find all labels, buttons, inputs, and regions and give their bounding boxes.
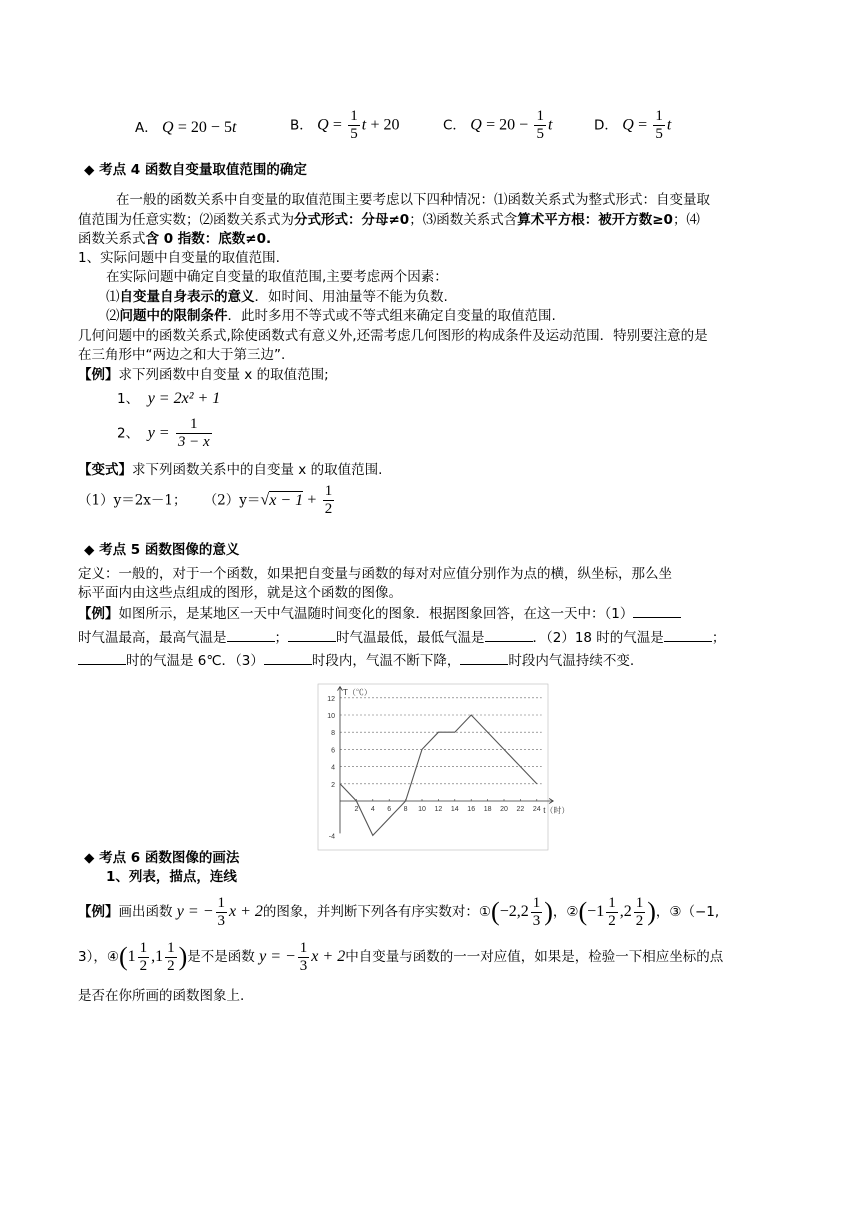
text: 时的气温是 6℃．（3）: [126, 653, 264, 669]
y-tick-label: 10: [327, 713, 335, 720]
temperature-chart: [318, 684, 570, 850]
kp5-example-line3: [78, 651, 634, 670]
plus-sign: +: [307, 491, 317, 509]
math-expression: y =: [147, 424, 170, 442]
option-b-var: t: [361, 116, 367, 134]
paren-open: (: [118, 942, 128, 971]
y-tick-label: -4: [328, 833, 335, 841]
text: 时气温最高，最高气温是: [78, 630, 227, 646]
option-b-eq: =: [332, 116, 342, 134]
fraction-numerator: 1: [217, 894, 225, 911]
y-tick-label: 4: [331, 764, 335, 772]
chart-ylabel: T（℃）: [343, 688, 372, 697]
fraction-numerator: 1: [635, 894, 644, 911]
answer-blank[interactable]: [664, 628, 712, 642]
y-tick-label: 8: [331, 730, 335, 738]
text: 是不是函数: [187, 949, 255, 965]
x-tick-label: 8: [403, 806, 408, 813]
variant-item-1: （1）y＝2x－1；: [78, 492, 187, 509]
answer-blank[interactable]: [485, 628, 533, 642]
text: 函数关系式: [78, 231, 146, 247]
chart-grid: [340, 698, 542, 784]
fraction-numerator: 1: [536, 108, 544, 124]
fraction-numerator: 1: [608, 894, 616, 911]
chart-frame: [318, 684, 548, 850]
function-lhs: y = −: [259, 948, 296, 965]
x-tick-label: 12: [434, 806, 443, 813]
text: 时段内，气温不断下降，: [311, 653, 461, 669]
answer-blank[interactable]: [460, 651, 508, 665]
function-rhs: x + 2: [229, 903, 263, 920]
fraction-denominator: 2: [139, 957, 148, 974]
text: ；⑷: [672, 212, 700, 228]
text: 如图所示，是某地区一天中气温随时间变化的图象．根据图象回答，在这一天中：（1）: [118, 606, 634, 622]
fraction-numerator: 1: [139, 939, 148, 956]
bold-text: 含 0 指数：底数≠0.: [145, 231, 272, 247]
answer-blank[interactable]: [264, 651, 312, 665]
option-c-fraction: [534, 108, 546, 143]
math-expression: y = 2x² + 1: [147, 390, 221, 407]
fraction-numerator: 1: [176, 416, 212, 434]
option-b: [290, 108, 400, 143]
fraction-denominator: 2: [167, 957, 175, 974]
paren-close: ): [647, 897, 656, 926]
sqrt-symbol: √: [260, 491, 270, 509]
kp4-geo-line1: 几何问题中的函数关系式,除使函数式有意义外,还需考虑几何图形的构成条件及运动范围．特别要注意的是: [78, 328, 708, 344]
fraction-denominator: 3 − x: [177, 434, 210, 450]
bold-text: 算术平方根：被开方数≥0: [517, 212, 673, 228]
temperature-series-line: [340, 715, 537, 835]
kp6-subheading: 1、列表，描点，连线: [106, 869, 237, 885]
option-c-var: t: [547, 116, 553, 134]
text: 的图象，并判断下列各有序实数对：①: [262, 904, 492, 920]
option-d-lhs: Q: [622, 116, 634, 134]
example-tag: 【例】: [78, 606, 119, 622]
kp4-item1: 1、实际问题中自变量的取值范围.: [78, 250, 280, 266]
option-d-eq: =: [638, 116, 648, 134]
answer-blank[interactable]: [227, 628, 275, 642]
bold-text: 分式形式：分母≠0: [294, 212, 410, 228]
y-tick-label: 12: [327, 695, 335, 703]
x-tick-label: 14: [450, 806, 459, 813]
item-number: 2、: [117, 425, 140, 442]
text: ．如时间、用油量等不能为负数.: [254, 289, 448, 305]
x-tick-label: 2: [354, 806, 359, 813]
fraction-denominator: 3: [532, 912, 541, 929]
fraction-numerator: 1: [655, 108, 663, 124]
text: ⑴: [106, 289, 120, 305]
math-fraction: [165, 940, 177, 975]
option-c-rhs: = 20 −: [486, 116, 529, 134]
option-d: [594, 108, 671, 143]
pair-1-value: −2,2: [499, 903, 529, 920]
kp4-example-1: [117, 390, 220, 408]
function-lhs: y = −: [176, 903, 214, 920]
text: ．（2）18 时的气温是: [532, 630, 664, 646]
text: ；: [274, 630, 288, 646]
math-fraction: [323, 483, 335, 518]
answer-blank[interactable]: [78, 651, 126, 665]
kp4-para-line3: [78, 230, 271, 248]
text: 3），④: [78, 949, 119, 965]
option-b-lhs: Q: [317, 116, 329, 134]
fraction-denominator: 2: [635, 912, 644, 929]
fraction-numerator: 1: [324, 483, 333, 499]
text: ，②: [552, 904, 579, 920]
fraction-denominator: 3: [299, 957, 308, 974]
y-tick-label: 6: [331, 747, 335, 755]
text: 求下列函数关系中的自变量 x 的取值范围.: [132, 462, 383, 478]
text: ⑵: [106, 308, 120, 324]
kp4-heading: ◆ 考点 4 函数自变量取值范围的确定: [84, 162, 307, 178]
option-c-label: C．: [443, 117, 466, 134]
sqrt-radicand: x − 1: [269, 491, 304, 509]
pair-4-value: 1: [127, 948, 136, 965]
variant-item-2: （2）y＝: [203, 492, 261, 509]
kp4-geo-line2: 在三角形中“两边之和大于第三边”.: [78, 347, 286, 363]
option-d-fraction: [653, 108, 665, 143]
kp4-item1-intro: 在实际问题中确定自变量的取值范围,主要考虑两个因素：: [106, 269, 448, 285]
paren-close: ): [178, 942, 188, 971]
item-number: 1、: [117, 391, 140, 407]
kp5-def-line1: 定义：一般的，对于一个函数，如果把自变量与函数的每对对应值分别作为点的横，纵坐标，那么坐: [78, 566, 672, 582]
option-a-label: A．: [135, 120, 158, 136]
paren-close: ): [544, 897, 553, 926]
y-tick-label: 2: [331, 781, 335, 789]
example-tag: 【例】: [78, 367, 119, 383]
answer-blank[interactable]: [288, 628, 336, 642]
kp6-example-line3: 是否在你所画的函数图象上.: [78, 988, 245, 1004]
pair-4-value: ,1: [151, 948, 164, 965]
kp4-para-line2: [78, 211, 700, 229]
fraction-denominator: 3: [217, 912, 225, 929]
option-b-rhs: + 20: [370, 116, 400, 134]
kp6-example-line1: [78, 892, 719, 932]
answer-blank[interactable]: [633, 604, 681, 618]
kp4-para-line1: 在一般的函数关系中自变量的取值范围主要考虑以下四种情况：⑴函数关系式为整式形式：自变量取: [116, 192, 710, 208]
chart-ticks: [327, 696, 541, 841]
kp4-factor2: [106, 307, 556, 325]
math-fraction: [298, 940, 310, 975]
x-tick-label: 24: [532, 806, 541, 813]
fraction-denominator: 5: [536, 126, 544, 142]
option-a: [135, 116, 236, 137]
option-b-label: B．: [290, 117, 313, 134]
fraction-numerator: 1: [532, 894, 541, 911]
x-tick-label: 18: [483, 806, 492, 813]
variant-tag: 【变式】: [78, 462, 132, 478]
x-tick-label: 6: [387, 806, 392, 813]
fraction-denominator: 2: [608, 912, 616, 929]
text: ．此时多用不等式或不等式组来确定自变量的取值范围.: [227, 308, 556, 324]
math-fraction: [138, 940, 150, 975]
fraction-denominator: 5: [655, 126, 663, 142]
option-c: [443, 108, 552, 143]
example-tag: 【例】: [78, 904, 119, 920]
option-d-label: D．: [594, 117, 618, 134]
option-c-lhs: Q: [470, 116, 482, 134]
kp6-example-line2: [78, 937, 723, 977]
kp4-variant: [78, 461, 382, 479]
math-fraction: [531, 895, 543, 930]
text: 画出函数: [118, 904, 173, 920]
text: 时气温最低，最低气温是: [336, 630, 485, 646]
kp4-variant-items: [78, 483, 336, 518]
kp6-heading: ◆ 考点 6 函数图像的画法: [84, 850, 240, 866]
kp4-example: [78, 366, 329, 384]
paren-open: (: [578, 897, 588, 926]
kp5-heading: ◆ 考点 5 函数图像的意义: [84, 542, 240, 558]
text: 值范围为任意实数；⑵函数关系式为: [78, 212, 294, 228]
chart-xlabel: t（时）: [543, 806, 570, 815]
text: 求下列函数中自变量 x 的取值范围;: [118, 367, 329, 383]
option-a-rhs: = 20 − 5: [177, 119, 232, 136]
x-tick-label: 10: [418, 806, 426, 813]
math-fraction: [216, 895, 228, 930]
option-b-fraction: [348, 108, 360, 143]
kp5-example-line1: [78, 604, 681, 623]
kp5-example-line2: [78, 628, 725, 647]
text: ；⑶函数关系式含: [409, 212, 518, 228]
text: ，③（−1,: [655, 904, 720, 920]
bold-text: 问题中的限制条件: [119, 308, 228, 324]
option-a-var: t: [231, 119, 237, 136]
pair-2-value: ,2: [619, 903, 632, 920]
pair-2-value: −1: [587, 903, 605, 920]
kp4-example-2: [117, 416, 214, 451]
math-fraction: [606, 895, 618, 930]
math-fraction: [176, 416, 212, 451]
fraction-numerator: 1: [299, 939, 308, 956]
x-tick-label: 20: [500, 806, 508, 813]
paren-open: (: [491, 897, 500, 926]
x-tick-label: 4: [370, 806, 375, 813]
fraction-numerator: 1: [350, 108, 358, 124]
option-a-lhs: Q: [162, 119, 174, 136]
fraction-denominator: 5: [350, 126, 358, 142]
text: ；: [711, 630, 726, 646]
kp4-factor1: [106, 288, 448, 306]
x-tick-label: 22: [516, 806, 525, 813]
text: 时段内气温持续不变.: [508, 653, 635, 669]
function-rhs: x + 2: [311, 948, 346, 965]
bold-text: 自变量自身表示的意义: [119, 289, 255, 305]
kp5-def-line2: 标平面内由这些点组成的图形，就是这个函数的图像。: [78, 585, 402, 601]
fraction-denominator: 2: [324, 501, 333, 517]
text: 中自变量与函数的一一对应值，如果是，检验一下相应坐标的点: [345, 949, 724, 965]
option-d-var: t: [666, 116, 672, 134]
math-fraction: [634, 895, 646, 930]
fraction-numerator: 1: [167, 939, 175, 956]
x-tick-label: 16: [467, 806, 476, 813]
